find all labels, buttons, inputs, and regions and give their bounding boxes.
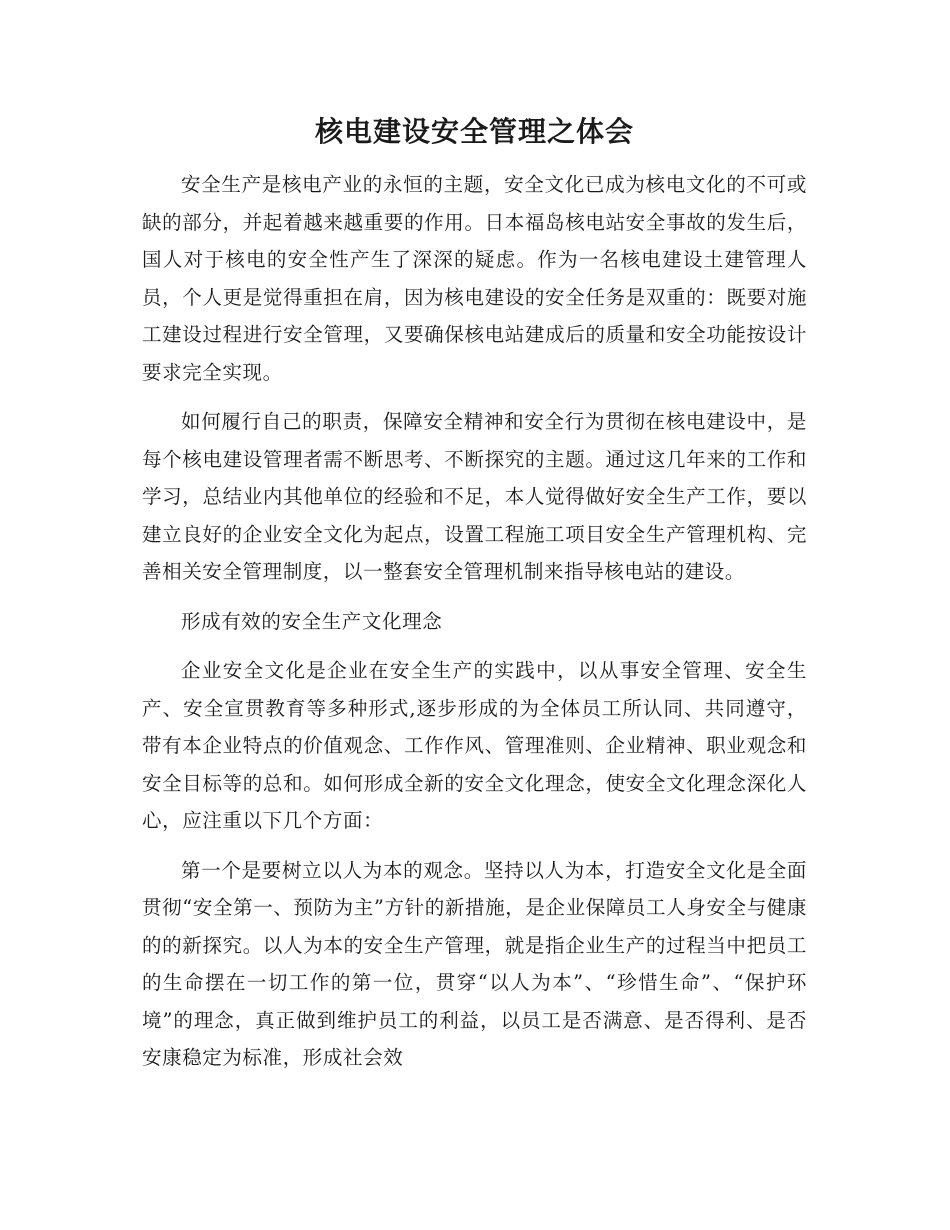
document-title: 核电建设安全管理之体会 (314, 115, 634, 148)
paragraph-duties: 如何履行自己的职责，保障安全精神和安全行为贯彻在核电建设中，是每个核电建设管理者需不断思考、不断探究的主题。通过这几年来的工作和学习，总结业内其他单位的经验和不足，本人觉得做好安全生产工作，要以建立良好的企业安全文化为起点，设置工程施工项目安全生产管理机构、完善相关安全管理制度，以一整套安全管理机制来指导核电站的建设。 (142, 410, 807, 583)
document-page (142, 112, 807, 1089)
paragraph-people-first: 第一个是要树立以人为本的观念。坚持以人为本，打造安全文化是全面贯彻“安全第一、预防为主”方针的新措施，是企业保障员工人身安全与健康的的新探究。以人为本的安全生产管理，就是指企业生产的过程当中把员工的生命摆在一切工作的第一位，贯穿“以人为本”、“珍惜生命”、“保护环境”的理念，真正做到维护员工的利益，以员工是否满意、是否得利、是否安康稳定为标准，形成社会效 (142, 858, 807, 1069)
section-heading-culture: 形成有效的安全生产文化理念 (181, 609, 443, 633)
paragraph-intro: 安全生产是核电产业的永恒的主题，安全文化已成为核电文化的不可或缺的部分，并起着越来越重要的作用。日本福岛核电站安全事故的发生后，国人对于核电的安全性产生了深深的疑虑。作为一名核电建设土建管理人员，个人更是觉得重担在肩，因为核电建设的安全任务是双重的：既要对施工建设过程进行安全管理，又要确保核电站建成后的质量和安全功能按设计要求完全实现。 (142, 173, 807, 384)
paragraph-safety-culture: 企业安全文化是企业在安全生产的实践中，以从事安全管理、安全生产、安全宣贯教育等多种形式,逐步形成的为全体员工所认同、共同遵守，带有本企业特点的价值观念、工作作风、管理准则、企业精神、职业观念和安全目标等的总和。如何形成全新的安全文化理念，使安全文化理念深化人心，应注重以下几个方面： (142, 659, 807, 832)
